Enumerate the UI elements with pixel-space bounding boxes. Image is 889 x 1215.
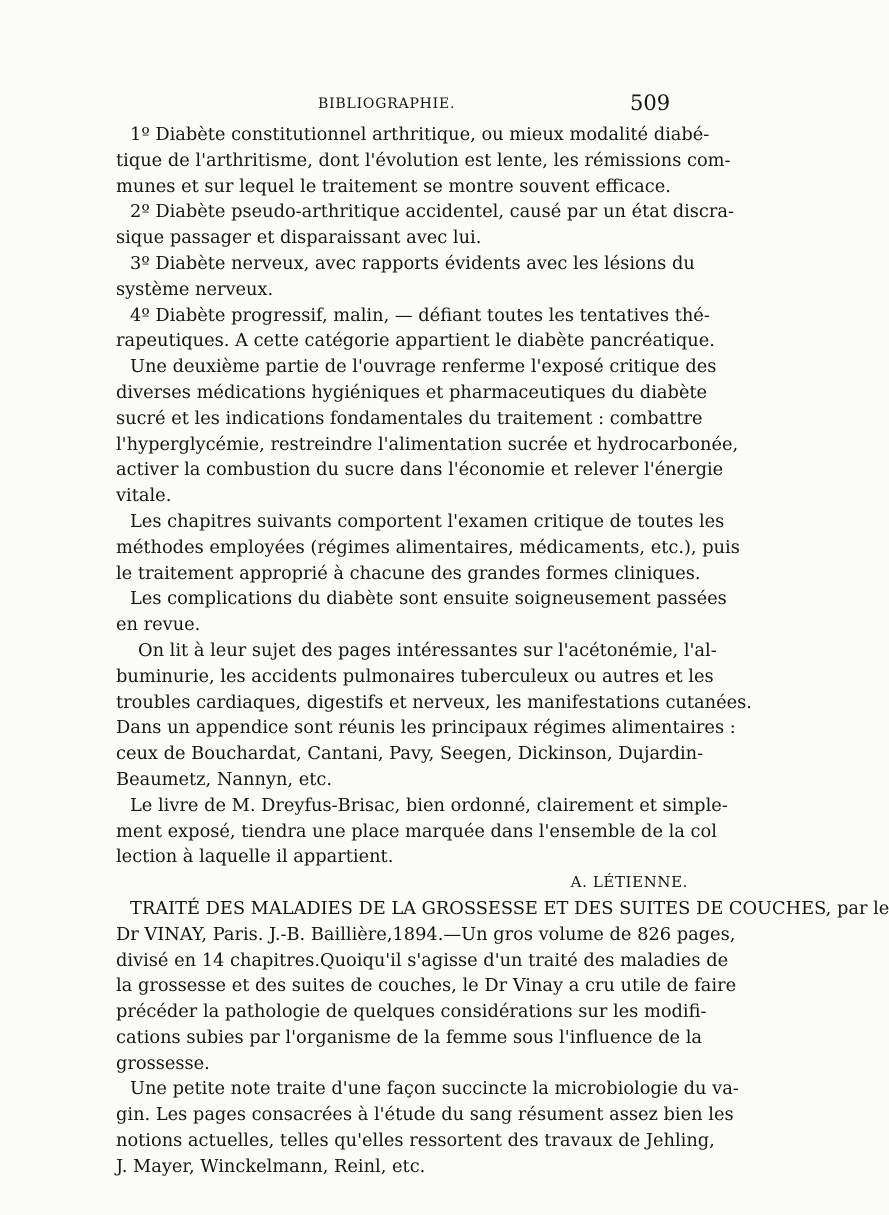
text-line: gin. Les pages consacrées à l'étude du sang résument assez bien les bbox=[116, 1104, 734, 1126]
text-line: munes et sur lequel le traitement se montre souvent efficace. bbox=[116, 175, 671, 197]
text-line: divisé en 14 chapitres.Quoiqu'il s'agisse d'un traité des maladies de bbox=[116, 949, 729, 971]
text-line: 1º Diabète constitutionnel arthritique, ou mieux modalité diabé- bbox=[130, 124, 710, 145]
text-line: Une petite note traite d'une façon succincte la microbiologie du va- bbox=[130, 1078, 739, 1100]
review-vinay bbox=[116, 896, 889, 1180]
text-line: rapeutiques. A cette catégorie appartient le diabète pancréatique. bbox=[116, 330, 715, 352]
signature: A. LÉTIENNE. bbox=[570, 873, 688, 892]
review-dreyfus-brisac bbox=[116, 122, 752, 870]
text-line: grossesse. bbox=[116, 1052, 210, 1074]
text-line: diverses médications hygiéniques et pharmaceutiques du diabète bbox=[116, 381, 708, 403]
running-head: BIBLIOGRAPHIE. bbox=[318, 96, 456, 112]
text-line: la grossesse et des suites de couches, le Dr Vinay a cru utile de faire bbox=[116, 975, 737, 997]
text-line: 3º Diabète nerveux, avec rapports évidents avec les lésions du bbox=[130, 252, 695, 274]
text-line: troubles cardiaques, digestifs et nerveux, les manifestations cutanées. bbox=[116, 691, 752, 713]
text-line: en revue. bbox=[116, 614, 201, 636]
text-line: tique de l'arthritisme, dont l'évolution est lente, les rémissions com- bbox=[116, 149, 731, 171]
text-line: On lit à leur sujet des pages intéressantes sur l'acétonémie, l'al- bbox=[138, 639, 717, 661]
body-text bbox=[116, 122, 889, 1180]
text-line: 4º Diabète progressif, malin, — défiant toutes les tentatives thé- bbox=[130, 304, 710, 326]
page-number: 509 bbox=[630, 91, 671, 115]
text-line: système nerveux. bbox=[116, 278, 274, 300]
text-line: 2º Diabète pseudo-arthritique accidentel, causé par un état discra- bbox=[130, 201, 734, 223]
text-line: méthodes employées (régimes alimentaires, médicaments, etc.), puis bbox=[116, 536, 740, 558]
text-line: précéder la pathologie de quelques considérations sur les modifi- bbox=[116, 1001, 707, 1023]
text-line: cations subies par l'organisme de la femme sous l'influence de la bbox=[116, 1026, 703, 1048]
text-line: buminurie, les accidents pulmonaires tuberculeux ou autres et les bbox=[116, 665, 714, 687]
text-line: Beaumetz, Nannyn, etc. bbox=[116, 768, 332, 790]
text-line: l'hyperglycémie, restreindre l'alimentation sucrée et hydrocarbonée, bbox=[116, 433, 739, 455]
text-line: le traitement approprié à chacune des grandes formes cliniques. bbox=[116, 562, 701, 584]
text-line: notions actuelles, telles qu'elles ressortent des travaux de Jehling, bbox=[116, 1130, 715, 1152]
text-line: Les chapitres suivants comportent l'examen critique de toutes les bbox=[130, 510, 725, 532]
text-line: ceux de Bouchardat, Cantani, Pavy, Seegen, Dickinson, Dujardin- bbox=[116, 743, 704, 765]
text-line: ment exposé, tiendra une place marquée dans l'ensemble de la col bbox=[116, 820, 717, 842]
text-line: J. Mayer, Winckelmann, Reinl, etc. bbox=[116, 1155, 426, 1177]
text-line: vitale. bbox=[116, 485, 172, 507]
text-line: Une deuxième partie de l'ouvrage renferme l'exposé critique des bbox=[130, 356, 717, 378]
text-line: sique passager et disparaissant avec lui. bbox=[116, 227, 482, 249]
text-line: Le livre de M. Dreyfus-Brisac, bien ordonné, clairement et simple- bbox=[130, 794, 728, 816]
text-line: activer la combustion du sucre dans l'économie et relever l'énergie bbox=[116, 459, 724, 481]
text-line: Les complications du diabète sont ensuite soigneusement passées bbox=[130, 588, 727, 610]
text-line: lection à laquelle il appartient. bbox=[116, 846, 394, 868]
text-line: Dans un appendice sont réunis les principaux régimes alimentaires : bbox=[116, 717, 736, 739]
text-line: TRAITÉ DES MALADIES DE LA GROSSESSE ET DES SUITES DE COUCHES, par le bbox=[130, 897, 889, 919]
text-line: Dr VINAY, Paris. J.-B. Baillière,1894.—Un gros volume de 826 pages, bbox=[116, 923, 736, 945]
text-line: sucré et les indications fondamentales du traitement : combattre bbox=[116, 407, 703, 429]
